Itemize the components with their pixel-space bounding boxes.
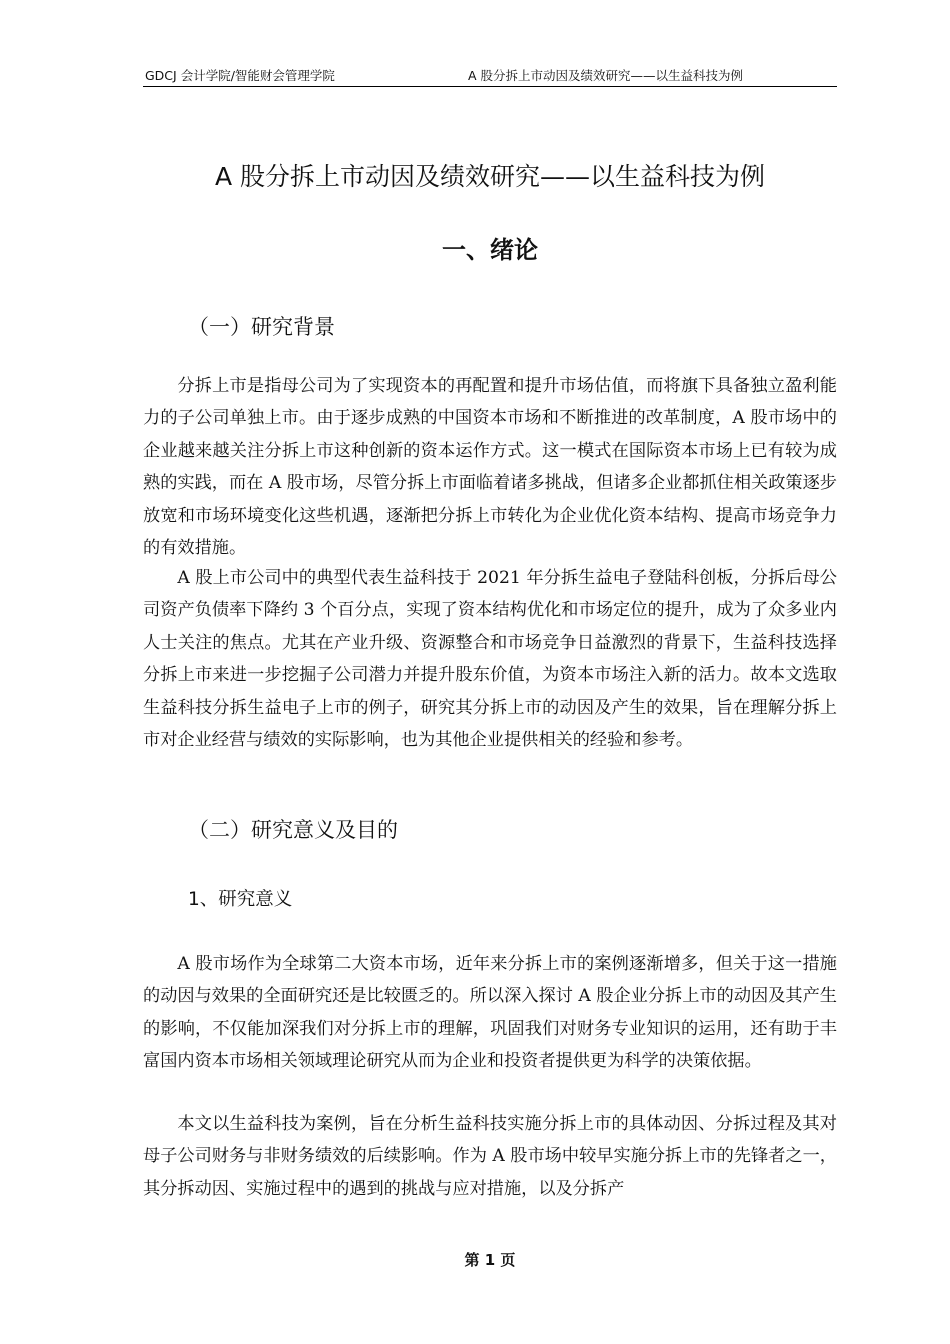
paragraph-background-2: A 股上市公司中的典型代表生益科技于 2021 年分拆生益电子登陆科创板，分拆后母公司资产负债率下降约 3 个百分点，实现了资本结构优化和市场定位的提升，成为了众多业内人士关注的焦点。尤其在产业升级、资源整合和市场竞争日益激烈的背景下，生益科技选择分拆上市来进一步挖掘子公司潜力并提升股东价值，为资本市场注入新的活力。故本文选取生益科技分拆生益电子上市的例子，研究其分拆上市的动因及产生的效果，旨在理解分拆上市对企业经营与绩效的实际影响，也为其他企业提供相关的经验和参考。 xyxy=(143,568,837,751)
page-number: 第 1 页 xyxy=(464,1251,516,1269)
header-left-text: GDCJ 会计学院/智能财会管理学院 xyxy=(145,68,335,83)
subsection-heading-background: （一）研究背景 xyxy=(188,315,335,339)
subsection-heading-significance-purpose: （二）研究意义及目的 xyxy=(188,818,398,842)
paragraph-background-1: 分拆上市是指母公司为了实现资本的再配置和提升市场估值，而将旗下具备独立盈利能力的子公司单独上市。由于逐步成熟的中国资本市场和不断推进的改革制度，A 股市场中的企业越来越关注分拆上市这种创新的资本运作方式。这一模式在国际资本市场上已有较为成熟的实践，而在 A 股市场，尽管分拆上市面临着诸多挑战，但诸多企业都抓住相关政策逐步放宽和市场环境变化这些机遇，逐渐把分拆上市转化为企业优化资本结构、提高市场竞争力的有效措施。 xyxy=(143,376,837,559)
subsubsection-heading-significance: 1、研究意义 xyxy=(188,889,293,910)
section-heading-introduction: 一、绪论 xyxy=(442,236,538,264)
header-right-text: A 股分拆上市动因及绩效研究——以生益科技为例 xyxy=(468,68,744,83)
paragraph-significance-2: 本文以生益科技为案例，旨在分析生益科技实施分拆上市的具体动因、分拆过程及其对母子公司财务与非财务绩效的后续影响。作为 A 股市场中较早实施分拆上市的先锋者之一，其分拆动因、实施过程中的遇到的挑战与应对措施，以及分拆产 xyxy=(143,1114,837,1199)
paragraph-significance-1: A 股市场作为全球第二大资本市场，近年来分拆上市的案例逐渐增多，但关于这一措施的动因与效果的全面研究还是比较匮乏的。所以深入探讨 A 股企业分拆上市的动因及其产生的影响，不仅能加深我们对分拆上市的理解，巩固我们对财务专业知识的运用，还有助于丰富国内资本市场相关领域理论研究从而为企业和投资者提供更为科学的决策依据。 xyxy=(143,954,837,1072)
page-header xyxy=(143,66,837,87)
document-title: A 股分拆上市动因及绩效研究——以生益科技为例 xyxy=(214,162,766,191)
